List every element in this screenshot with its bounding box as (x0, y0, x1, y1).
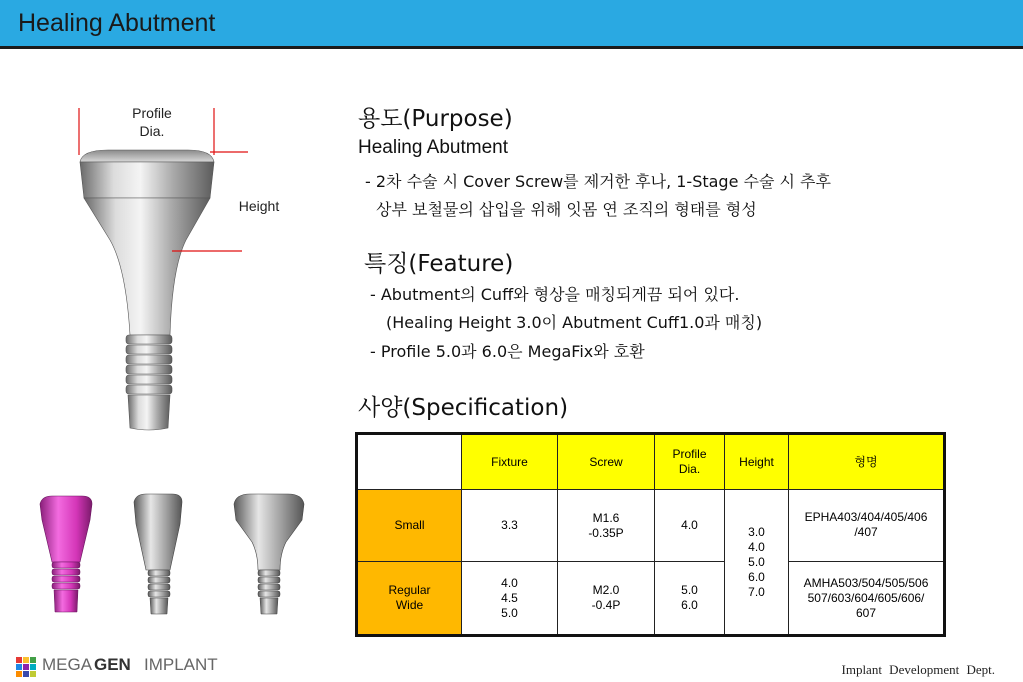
feature-line-2: (Healing Height 3.0이 Abutment Cuff1.0과 매칭) (386, 313, 763, 332)
regular-screw-line2: -0.4P (591, 598, 621, 612)
regular-model-line1: AMHA503/504/505/506 (803, 575, 929, 590)
title-bar (0, 0, 1023, 49)
spec-heading: 사양(Specification) (358, 395, 569, 421)
feature-line-1: - Abutment의 Cuff와 형상을 매칭되게끔 되어 있다. (370, 285, 740, 304)
small-model-line1: EPHA403/404/405/406 (804, 510, 928, 524)
logo-mosaic-icon (16, 657, 36, 677)
col-fixture: Fixture (462, 434, 558, 490)
fixture-value: 5.0 (501, 605, 518, 620)
regular-model-line2: 507/603/604/605/606/ (807, 590, 925, 605)
feature-line-3: - Profile 5.0과 6.0은 MegaFix와 호환 (370, 342, 645, 361)
purpose-heading: 용도(Purpose) (358, 106, 513, 132)
table-row (357, 490, 945, 562)
abutment-diagram (60, 100, 260, 440)
fixture-value: 4.5 (501, 590, 518, 605)
row-wide-label: Wide (395, 598, 424, 612)
row-small: Small (357, 490, 462, 562)
small-fixture: 3.3 (462, 490, 558, 562)
regular-fixture (462, 562, 558, 636)
page-title: Healing Abutment (18, 9, 216, 37)
height-value: 7.0 (748, 584, 765, 599)
small-abutment-image (40, 496, 92, 612)
col-model: 형명 (789, 434, 945, 490)
regular-model-line3: 607 (855, 605, 877, 620)
height-value: 3.0 (748, 524, 765, 539)
spec-table (355, 432, 946, 637)
height-value: 5.0 (748, 554, 765, 569)
height-values (725, 490, 789, 636)
small-profile: 4.0 (655, 490, 725, 562)
row-regular-label: Regular (388, 583, 431, 597)
height-label: Height (238, 198, 280, 214)
col-screw: Screw (558, 434, 655, 490)
col-profile-line2: Dia. (678, 462, 701, 476)
spec-corner-cell (357, 434, 462, 490)
col-height: Height (725, 434, 789, 490)
logo-implant: IMPLANT (144, 655, 218, 674)
col-profile-dia (655, 434, 725, 490)
small-model-line2: /407 (854, 525, 878, 539)
department-label: Implant Development Dept. (841, 662, 995, 677)
regular-screw-line1: M2.0 (592, 583, 620, 597)
profile-value: 5.0 (681, 583, 698, 597)
small-screw (558, 490, 655, 562)
table-row (357, 562, 945, 636)
fixture-value: 4.0 (501, 575, 518, 590)
logo-gen: GEN (94, 655, 131, 674)
height-value: 4.0 (748, 539, 765, 554)
height-value: 6.0 (748, 569, 765, 584)
profile-value: 6.0 (681, 598, 698, 612)
regular-profile (655, 562, 725, 636)
col-profile-line1: Profile (672, 447, 707, 461)
profile-dia-label (120, 104, 184, 140)
small-screw-line1: M1.6 (592, 510, 620, 525)
regular-model (789, 562, 945, 636)
abutment-thumbnails (30, 490, 320, 620)
small-screw-line2: -0.35P (588, 525, 624, 540)
purpose-line-2: 상부 보철물의 삽입을 위해 잇몸 연 조직의 형태를 형성 (376, 200, 757, 219)
profile-label-line2: Dia. (139, 123, 165, 139)
regular-screw (558, 562, 655, 636)
spec-header-row (357, 434, 945, 490)
feature-heading: 특징(Feature) (364, 251, 514, 277)
wide-abutment-image (234, 494, 304, 614)
purpose-subtitle: Healing Abutment (358, 137, 508, 158)
small-model (789, 490, 945, 562)
logo-mega: MEGA (42, 655, 93, 674)
regular-abutment-image (134, 494, 182, 614)
purpose-line-1: - 2차 수술 시 Cover Screw를 제거한 후나, 1-Stage 수술 시 추후 (365, 172, 831, 191)
row-regular-wide (357, 562, 462, 636)
profile-label-line1: Profile (132, 105, 172, 121)
